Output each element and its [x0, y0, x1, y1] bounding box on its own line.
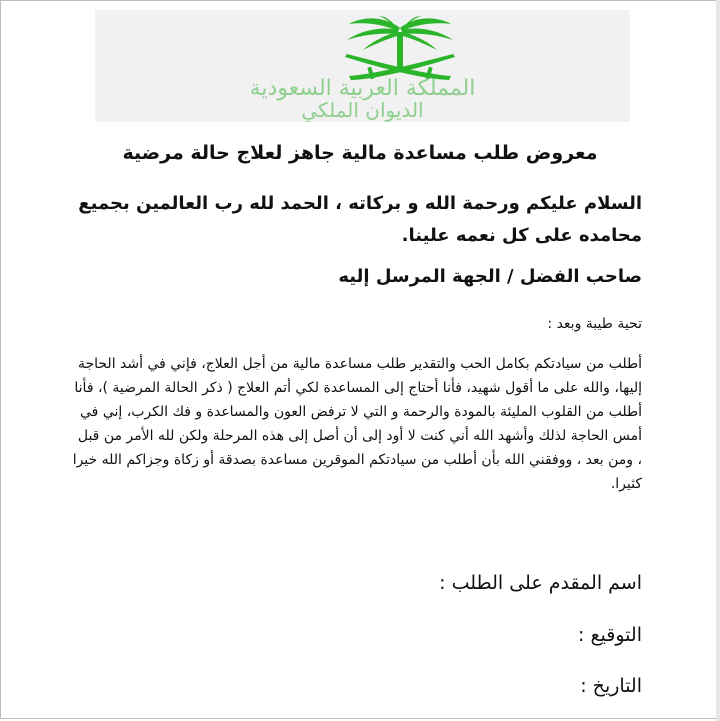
applicant-name-field: اسم المقدم على الطلب : [439, 572, 642, 594]
document-title: معروض طلب مساعدة مالية جاهز لعلاج حالة مرضية [122, 142, 598, 164]
body-paragraph: أطلب من سيادتكم بكامل الحب والتقدير طلب مساعدة مالية من أجل العلاج، فإني في أشد الحاجة إليها، والله على ما أقول شهيد، فأنا أحتاج إلى المساعدة لكي أتم العلاج ( ذكر الحالة المرضية )، فأنا أطلب من القلوب المليئة بالمودة والرحمة و التي لا ترفض العون والمساعدة و فك الكرب، إني في أمس الحاجة لذلك وأشهد الله أني كنت لا أود إلى أن أصل إلى هذه المرحلة ولكن لله الأمر من قبل ، ومن بعد ، ووفقني الله بأن أطلب من سيادتكم الموقرين مساعدة بصدقة أو زكاة وجزاكم الله خيرا كثيرا. [72, 356, 642, 492]
date-field: التاريخ : [580, 675, 642, 697]
letterhead [95, 10, 630, 122]
scrollbar-edge [716, 0, 720, 721]
signature-field: التوقيع : [578, 624, 642, 646]
org-name-line2: الديوان الملكي [301, 98, 424, 122]
org-name-line1: المملكة العربية السعودية [249, 76, 476, 101]
salutation-line: تحية طيبة وبعد : [547, 316, 642, 332]
addressee-line: صاحب الفضل / الجهة المرسل إليه [338, 266, 642, 287]
greeting-paragraph: السلام عليكم ورحمة الله و بركاته ، الحمد لله رب العالمين بجميع محامده على كل نعمه علينا. [78, 193, 642, 246]
